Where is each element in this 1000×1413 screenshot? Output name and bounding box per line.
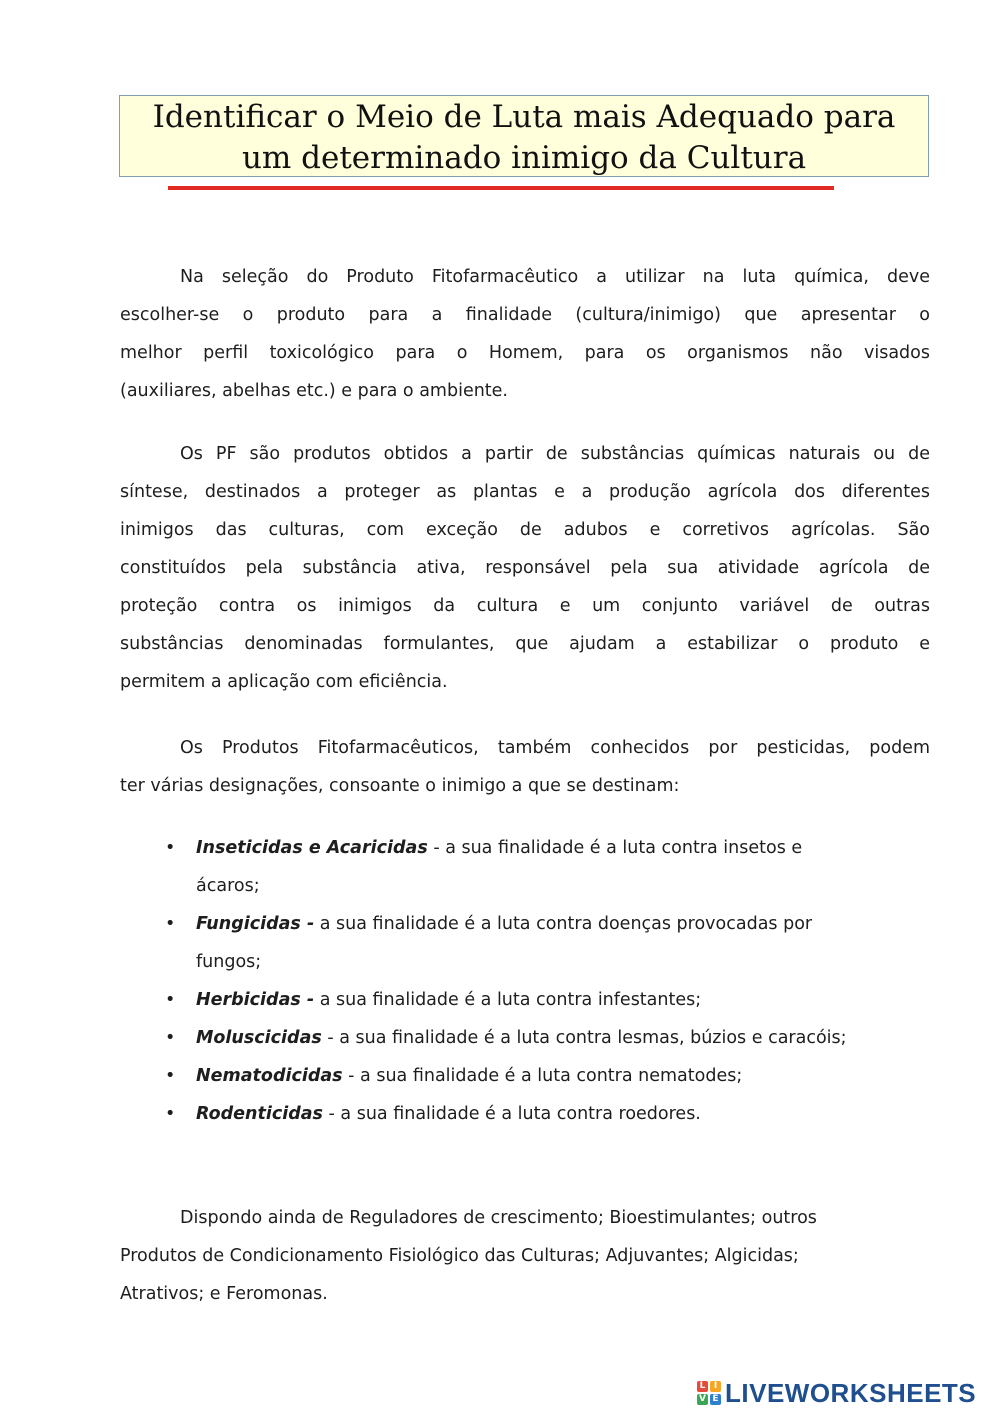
list-item-text: a sua finalidade é a luta contra infestantes; — [314, 990, 702, 1010]
title-line-2: um determinado inimigo da Cultura — [241, 140, 807, 176]
list-item-text: a sua finalidade é a luta contra doenças provocadas por — [314, 914, 813, 934]
list-item — [165, 1095, 925, 1133]
logo-mark-letter: I — [710, 1381, 721, 1392]
list-item-term: Nematodicidas — [196, 1066, 343, 1086]
bullet-icon: • — [165, 838, 176, 858]
title-line-1: Identificar o Meio de Luta mais Adequado para — [152, 99, 896, 135]
list-item-text: - a sua finalidade é a luta contra lesmas, búzios e caracóis; — [321, 1028, 847, 1048]
list-item — [165, 829, 925, 905]
list-item-term: Inseticidas e Acaricidas — [196, 838, 428, 858]
logo-mark-letter: V — [697, 1394, 708, 1405]
list-item — [165, 1019, 925, 1057]
pesticide-types-list — [165, 829, 925, 1133]
bullet-icon: • — [165, 1104, 176, 1124]
list-item-term: Rodenticidas — [196, 1104, 323, 1124]
paragraph-line: substâncias denominadas formulantes, que ajudam a estabilizar o produto e — [120, 634, 930, 654]
paragraph-line: (auxiliares, abelhas etc.) e para o ambiente. — [120, 381, 508, 401]
paragraph-line: Atrativos; e Feromonas. — [120, 1284, 328, 1304]
list-item-text: ácaros; — [196, 876, 260, 896]
list-item-term: Fungicidas - — [196, 914, 315, 934]
list-item-text: fungos; — [196, 952, 262, 972]
paragraph-line: Produtos de Condicionamento Fisiológico das Culturas; Adjuvantes; Algicidas; — [120, 1246, 799, 1266]
paragraph-line: síntese, destinados a proteger as plantas e a produção agrícola dos diferentes — [120, 482, 930, 502]
paragraph-line: melhor perfil toxicológico para o Homem, para os organismos não visados — [120, 343, 930, 363]
list-item-term: Moluscicidas — [196, 1028, 322, 1048]
bullet-icon: • — [165, 914, 176, 934]
worksheet-title — [119, 95, 929, 177]
paragraph-line: ter várias designações, consoante o inimigo a que se destinam: — [120, 776, 680, 796]
bullet-icon: • — [165, 990, 176, 1010]
list-item — [165, 1057, 925, 1095]
logo-mark-letter: E — [710, 1394, 721, 1405]
bullet-icon: • — [165, 1028, 176, 1048]
paragraph-line: permitem a aplicação com eficiência. — [120, 672, 448, 692]
paragraph-definition — [120, 435, 930, 701]
paragraph-line: Na seleção do Produto Fitofarmacêutico a utilizar na luta química, deve — [180, 267, 930, 287]
paragraph-line: inimigos das culturas, com exceção de adubos e corretivos agrícolas. São — [120, 520, 930, 540]
paragraph-line: Dispondo ainda de Reguladores de crescimento; Bioestimulantes; outros — [180, 1208, 817, 1228]
paragraph-designations — [120, 729, 930, 805]
list-item — [165, 905, 925, 981]
paragraph-selection — [120, 258, 930, 410]
paragraph-other-products — [120, 1199, 930, 1313]
paragraph-line: escolher-se o produto para a finalidade (cultura/inimigo) que apresentar o — [120, 305, 930, 325]
liveworksheets-logo-text: LIVEWORKSHEETS — [725, 1377, 977, 1408]
list-item-text: - a sua finalidade é a luta contra insetos e — [427, 838, 803, 858]
liveworksheets-logo — [697, 1378, 976, 1408]
paragraph-line: proteção contra os inimigos da cultura e um conjunto variável de outras — [120, 596, 930, 616]
list-item-term: Herbicidas - — [196, 990, 315, 1010]
paragraph-line: Os PF são produtos obtidos a partir de substâncias químicas naturais ou de — [180, 444, 930, 464]
paragraph-line: constituídos pela substância ativa, responsável pela sua atividade agrícola de — [120, 558, 930, 578]
bullet-icon: • — [165, 1066, 176, 1086]
list-item-text: - a sua finalidade é a luta contra roedores. — [322, 1104, 701, 1124]
list-item-text: - a sua finalidade é a luta contra nematodes; — [342, 1066, 743, 1086]
title-underline-rule — [168, 186, 834, 190]
liveworksheets-logo-icon — [697, 1381, 721, 1405]
logo-mark-letter: L — [697, 1381, 708, 1392]
list-item — [165, 981, 925, 1019]
paragraph-line: Os Produtos Fitofarmacêuticos, também conhecidos por pesticidas, podem — [180, 738, 930, 758]
